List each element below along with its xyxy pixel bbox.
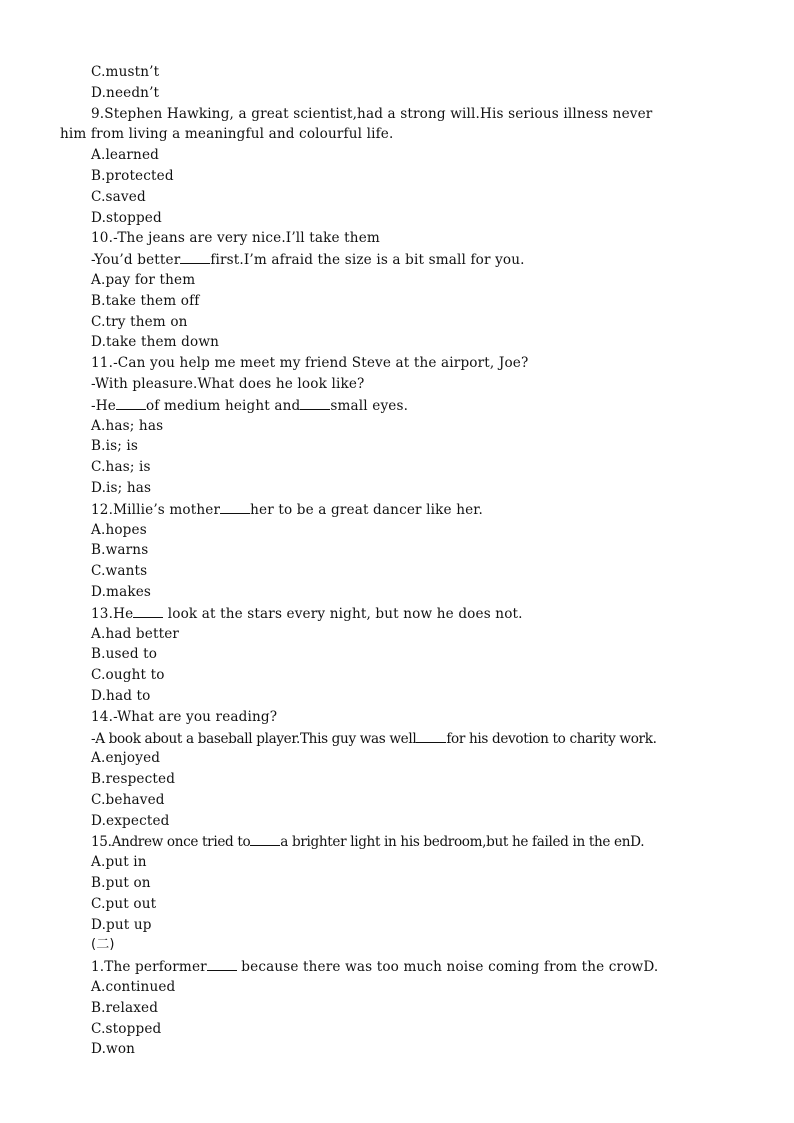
answer-blank	[180, 249, 210, 264]
option-d: D.is; has	[91, 479, 152, 496]
option-c: C.stopped	[91, 1020, 162, 1037]
answer-blank	[300, 395, 330, 410]
option-d: D.makes	[91, 583, 152, 600]
option-d: D.put up	[91, 916, 152, 933]
question-10-reply: -You’d better first.I’m afraid the size is a bit small for you.	[0, 249, 794, 270]
option-c: C.put out	[91, 895, 157, 912]
option-d: D.had to	[91, 687, 151, 704]
question-14-reply: -A book about a baseball player.This guy was well for his devotion to charity work.	[0, 728, 794, 749]
question-13-stem: 13.He look at the stars every night, but now he does not.	[0, 603, 794, 624]
text-line	[0, 62, 794, 83]
option-c: C.has; is	[91, 459, 151, 476]
question-14-stem: 14.-What are you reading?	[91, 708, 278, 725]
option-c: C.wants	[91, 563, 148, 580]
question-9-stem: 9.Stephen Hawking, a great scientist,had a strong will.His serious illness never	[91, 105, 653, 122]
answer-blank	[250, 831, 280, 846]
option-a: A.pay for them	[91, 271, 196, 288]
option-b: B.used to	[91, 646, 158, 663]
answer-blank	[207, 956, 237, 971]
option-c: C.ought to	[91, 667, 165, 684]
option-c: C.mustn’t	[91, 64, 160, 80]
question-11-stem: 11.-Can you help me meet my friend Steve at the airport, Joe?	[91, 355, 529, 372]
option-a: A.has; has	[91, 417, 164, 434]
option-b: B.take them off	[91, 292, 200, 309]
option-b: B.respected	[91, 771, 176, 788]
option-d: D.stopped	[91, 209, 162, 226]
question-11-dialog: -With pleasure.What does he look like?	[91, 375, 365, 392]
option-d: D.expected	[91, 812, 170, 829]
question-11-reply: -He of medium height and small eyes.	[0, 395, 794, 416]
exam-page	[0, 62, 794, 1060]
answer-blank	[133, 603, 163, 618]
question-9-stem-continued: him from living a meaningful and colourful life.	[60, 126, 394, 143]
option-c: C.try them on	[91, 313, 188, 330]
option-a: A.learned	[91, 147, 159, 164]
option-b: B.is; is	[91, 438, 139, 455]
option-c: C.saved	[91, 188, 146, 205]
option-b: B.warns	[91, 542, 149, 559]
option-b: B.put on	[91, 875, 151, 892]
answer-blank	[116, 395, 146, 410]
option-c: C.behaved	[91, 791, 165, 808]
option-a: A.continued	[91, 979, 176, 996]
option-b: B.relaxed	[91, 999, 159, 1016]
answer-blank	[220, 499, 250, 514]
question-15-stem: 15.Andrew once tried to a brighter light in his bedroom,but he failed in the enD.	[0, 831, 794, 852]
section-heading: (二)	[91, 937, 115, 953]
option-a: A.enjoyed	[91, 750, 161, 767]
option-d: D.won	[91, 1041, 136, 1058]
option-d: D.take them down	[91, 334, 220, 351]
question-1-stem: 1.The performer because there was too much noise coming from the crowD.	[0, 956, 794, 977]
option-d: D.needn’t	[91, 84, 160, 101]
option-a: A.put in	[91, 854, 147, 871]
question-10-stem: 10.-The jeans are very nice.I’ll take them	[91, 230, 380, 247]
text-line	[0, 83, 794, 104]
option-b: B.protected	[91, 167, 174, 184]
option-a: A.hopes	[91, 521, 147, 538]
option-a: A.had better	[91, 625, 180, 642]
question-12-stem: 12.Millie’s mother her to be a great dancer like her.	[0, 499, 794, 520]
answer-blank	[416, 728, 446, 743]
